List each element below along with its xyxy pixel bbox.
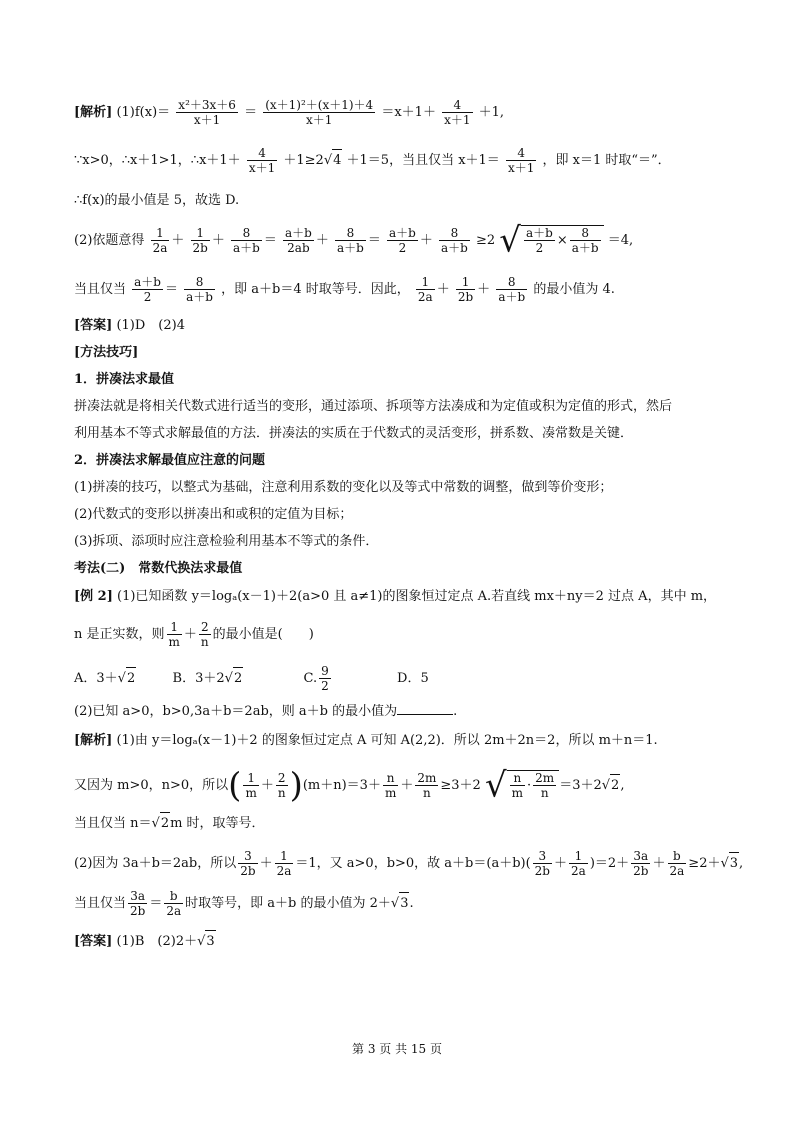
denominator: m [384, 786, 397, 800]
fraction [128, 889, 147, 918]
expr: (2)因为 3a＋b＝2ab，所以 [74, 856, 237, 871]
example2-line4 [74, 701, 457, 723]
denominator: 2 [321, 679, 329, 693]
expr: ＋1, [478, 105, 505, 120]
fraction [439, 226, 470, 255]
radicand: 2 [233, 667, 243, 690]
fraction [164, 889, 183, 918]
equals: ＝ [367, 233, 381, 248]
expr: ＝3＋2 [559, 778, 602, 793]
expr: 的最小值为 4. [533, 282, 615, 297]
fraction [283, 226, 314, 255]
fraction [631, 849, 650, 878]
plus: ＋ [419, 233, 433, 248]
denominator: a＋b [186, 290, 213, 304]
numerator: 2m [417, 771, 437, 785]
expr: ＝x＋1＋ [381, 105, 436, 120]
sqrt-icon: √ [499, 220, 521, 261]
radicand: 2 [610, 774, 620, 797]
equals: ＝ [149, 896, 163, 911]
method-heading: [方法技巧] [74, 345, 139, 360]
denominator: a＋b [571, 241, 599, 255]
numerator: 8 [496, 275, 527, 290]
equals: ＝ [165, 282, 179, 297]
expr: , [620, 778, 625, 793]
plus: ＋ [477, 282, 491, 297]
fraction [570, 226, 601, 255]
answer2-line [74, 930, 216, 953]
numerator: 1 [151, 226, 170, 241]
fraction [387, 226, 418, 255]
fraction [167, 620, 182, 649]
radicand: 3 [205, 930, 215, 953]
expr: ＝4, [607, 233, 634, 248]
fraction [510, 771, 525, 800]
example2-line2 [74, 620, 314, 649]
sqrt-icon: √ [197, 934, 206, 949]
plus: ＋ [171, 233, 185, 248]
analysis2-line4 [74, 849, 743, 878]
denominator: 2a [669, 864, 685, 878]
bracket-icon: ( [228, 765, 242, 806]
numerator: 1 [167, 620, 182, 635]
fraction [151, 226, 170, 255]
fraction [524, 226, 555, 255]
denominator: x＋1 [444, 113, 471, 127]
sqrt-icon: √ [720, 856, 729, 871]
fraction [275, 849, 294, 878]
denominator: m [511, 786, 524, 800]
numerator: 1 [416, 275, 435, 290]
numerator: 8 [570, 226, 601, 241]
page-footer: 第 3 页 共 15 页 [352, 1042, 442, 1056]
sqrt-icon: √ [484, 765, 507, 806]
expr: ，即 x＝1 时取“＝”． [542, 153, 671, 168]
answer-blank [397, 702, 453, 715]
numerator: 2 [276, 771, 288, 786]
sqrt-icon: √ [601, 778, 611, 793]
expr: ≥2＋ [688, 856, 721, 871]
plus: ＋ [436, 282, 450, 297]
expr: (1)由 y＝logₐ(x－1)＋2 的图象恒过定点 A 可知 A(2,2)．所以 2m＋2n＝2，所以 m＋n＝1. [116, 733, 658, 748]
numerator: a＋b [134, 275, 161, 289]
expr: , [739, 856, 744, 871]
expr: ∵x>0，∴x＋1>1，∴x＋1＋ [74, 153, 241, 168]
method-i1: (1)拼凑的技巧，以整式为基础，注意利用系数的变化以及等式中常数的调整，做到等价变形； [74, 480, 613, 495]
times: × [556, 233, 568, 248]
analysis1-line5 [74, 275, 615, 304]
expr: . [409, 896, 414, 911]
numerator: b [164, 889, 183, 904]
expr: m 时，取等号． [170, 816, 265, 831]
fraction [238, 849, 257, 878]
radicand: 3 [729, 852, 739, 875]
fraction [335, 226, 366, 255]
sqrt-icon: √ [224, 671, 233, 686]
numerator: 8 [335, 226, 366, 241]
fraction [533, 771, 556, 800]
sqrt-icon: √ [117, 671, 126, 686]
method-p1a: 拼凑法就是将相关代数式进行适当的变形，通过添项、拆项等方法凑成和为定值或积为定值的形式，然后 [74, 399, 673, 414]
denominator: 2 [535, 241, 544, 255]
numerator: 2m [535, 771, 555, 785]
denominator: m [245, 786, 257, 800]
denominator: 2b [457, 290, 474, 304]
fraction [506, 146, 536, 175]
numerator: 1 [456, 275, 475, 290]
numerator: 3a [631, 849, 650, 864]
example2-options [74, 664, 429, 693]
numerator: x²＋3x＋6 [178, 98, 236, 112]
plus: ＋ [400, 778, 414, 793]
expr: (2)依题意得 [74, 233, 145, 248]
denominator: n [200, 635, 209, 649]
plus: ＋ [260, 778, 274, 793]
option-d: D．5 [397, 671, 429, 686]
example2-line1 [74, 586, 716, 608]
answer-label: [答案] [74, 934, 113, 949]
expr: )＝2＋ [589, 856, 630, 871]
expr: 又因为 m>0，n>0，所以 [74, 778, 229, 793]
analysis1-line2 [74, 146, 671, 175]
radicand: 2 [160, 812, 170, 835]
numerator: 4 [442, 98, 472, 113]
denominator: 2a [571, 864, 586, 878]
analysis2-line3 [74, 812, 265, 835]
expr: (m＋n)＝3＋ [302, 778, 381, 793]
fraction [199, 620, 211, 649]
sqrt-icon: √ [151, 816, 160, 831]
numerator: 1 [275, 849, 294, 864]
radicand: 3 [399, 892, 409, 915]
numerator: 3 [533, 849, 552, 864]
numerator: a＋b [525, 226, 553, 240]
option-b: B．3＋2 [172, 671, 225, 686]
denominator: a＋b [337, 241, 364, 255]
expr: 的最小值是( ) [212, 627, 314, 642]
denominator: 2b [534, 864, 550, 878]
sqrt-icon: √ [390, 896, 400, 911]
numerator: 1 [191, 226, 210, 241]
plus: ＋ [183, 627, 197, 642]
fraction [231, 226, 262, 255]
expr: ＋1＝5，当且仅当 x＋1＝ [346, 153, 500, 168]
example-label: [例 2] [74, 589, 113, 604]
numerator: b [668, 849, 687, 864]
fraction [263, 98, 375, 127]
bracket-icon: ) [289, 765, 303, 806]
radicand: 2 [126, 667, 136, 690]
numerator: 1 [569, 849, 588, 864]
numerator: 9 [321, 664, 329, 678]
denominator: 2 [398, 241, 407, 255]
numerator: 3a [128, 889, 147, 904]
denominator: m [168, 635, 180, 649]
fraction [416, 275, 435, 304]
fraction [247, 146, 277, 175]
denominator: 2a [276, 864, 292, 878]
fraction [668, 849, 687, 878]
dot: · [527, 778, 532, 793]
analysis1-line4 [74, 220, 634, 261]
section2-heading: 考法(二) 常数代换法求最值 [74, 561, 243, 576]
plus: ＋ [652, 856, 666, 871]
expr: 当且仅当 [74, 282, 127, 297]
numerator: n [510, 771, 525, 786]
expr: (2)已知 a>0，b>0,3a＋b＝2ab，则 a＋b 的最小值为 [74, 704, 398, 719]
expr: n 是正实数，则 [74, 627, 165, 642]
analysis1-line [74, 98, 504, 127]
denominator: n [540, 786, 549, 800]
denominator: 2b [240, 864, 256, 878]
numerator: 8 [231, 226, 262, 241]
expr: ＝1，又 a>0，b>0，故 a＋b＝(a＋b)( [295, 856, 531, 871]
analysis2-line5 [74, 889, 414, 918]
numerator: 4 [506, 146, 536, 161]
analysis-label: [解析] [74, 733, 113, 748]
fraction [442, 98, 472, 127]
numerator: 1 [243, 771, 258, 786]
expr: (1)已知函数 y＝logₐ(x－1)＋2(a>0 且 a≠1)的图象恒过定点 A.若直线 mx＋ny＝2 过点 A，其中 m， [117, 589, 717, 604]
denominator: x＋1 [507, 161, 535, 175]
analysis2-line1 [74, 730, 658, 752]
radicand [521, 225, 604, 255]
denominator: 2a [152, 241, 168, 255]
fraction [176, 98, 238, 127]
method-p1b: 利用基本不等式求解最值的方法．拼凑法的实质在于代数式的灵活变形，拼系数、凑常数是关键． [74, 426, 634, 441]
method-i3: (3)拆项、添项时应注意检验利用基本不等式的条件． [74, 534, 379, 549]
expr: ＋1≥2 [283, 153, 324, 168]
answer1-line [74, 315, 185, 337]
denominator: 2ab [287, 241, 310, 255]
expr: ，即 a＋b＝4 时取等号．因此， [221, 282, 410, 297]
denominator: a＋b [498, 290, 526, 304]
fraction [533, 849, 552, 878]
numerator: (x＋1)²＋(x＋1)＋4 [265, 98, 374, 112]
answer-text: (1)B (2)2＋ [116, 934, 198, 949]
numerator: 8 [439, 226, 470, 241]
fraction [243, 771, 258, 800]
equals: ＝ [244, 105, 258, 120]
denominator: x＋1 [306, 113, 333, 127]
denominator: x＋1 [193, 113, 221, 127]
fraction [191, 226, 210, 255]
method-h2: 2．拼凑法求解最值应注意的问题 [74, 453, 266, 468]
analysis-label: [解析] [74, 105, 113, 120]
fraction [383, 771, 398, 800]
numerator: 8 [184, 275, 215, 290]
denominator: 2b [192, 241, 208, 255]
plus: ＋ [315, 233, 329, 248]
fraction [415, 771, 438, 800]
numerator: 2 [199, 620, 211, 635]
expr: 时取等号，即 a＋b 的最小值为 2＋ [185, 896, 391, 911]
numerator: 4 [247, 146, 277, 161]
expr: ≥3＋2 [440, 778, 481, 793]
radicand [507, 770, 560, 800]
expr: . [453, 704, 458, 719]
expr: ≥2 [475, 233, 496, 248]
analysis1-part: (1)f(x)＝ [116, 105, 171, 120]
answer-text: (1)D (2)4 [116, 318, 185, 333]
denominator: a＋b [233, 241, 260, 255]
analysis2-line2 [74, 765, 625, 806]
radicand: 4 [332, 149, 342, 172]
fraction [496, 275, 527, 304]
numerator: a＋b [389, 226, 416, 240]
fraction [456, 275, 475, 304]
numerator: 3 [238, 849, 257, 864]
plus: ＋ [554, 856, 568, 871]
option-c: C. [303, 671, 318, 686]
denominator: 2a [166, 904, 182, 918]
fraction [276, 771, 288, 800]
expr: 当且仅当 n＝ [74, 816, 152, 831]
plus: ＋ [259, 856, 273, 871]
method-i2: (2)代数式的变形以拼凑出和或积的定值为目标； [74, 507, 353, 522]
numerator: a＋b [285, 226, 312, 240]
method-h1: 1．拼凑法求最值 [74, 372, 175, 387]
denominator: 2b [130, 904, 146, 918]
fraction [132, 275, 163, 304]
analysis1-line3: ∴f(x)的最小值是 5，故选 D. [74, 193, 240, 208]
denominator: 2a [417, 290, 433, 304]
numerator: n [383, 771, 398, 786]
denominator: 2 [143, 290, 152, 304]
equals: ＝ [263, 233, 277, 248]
fraction [319, 664, 331, 693]
fraction [184, 275, 215, 304]
plus: ＋ [211, 233, 225, 248]
fraction [569, 849, 588, 878]
expr: 当且仅当 [74, 896, 127, 911]
option-a: A．3＋ [74, 671, 118, 686]
answer-label: [答案] [74, 318, 113, 333]
denominator: 2b [633, 864, 649, 878]
denominator: x＋1 [248, 161, 276, 175]
denominator: n [277, 786, 286, 800]
denominator: n [423, 786, 431, 800]
sqrt-icon: √ [323, 153, 333, 168]
denominator: a＋b [441, 241, 468, 255]
